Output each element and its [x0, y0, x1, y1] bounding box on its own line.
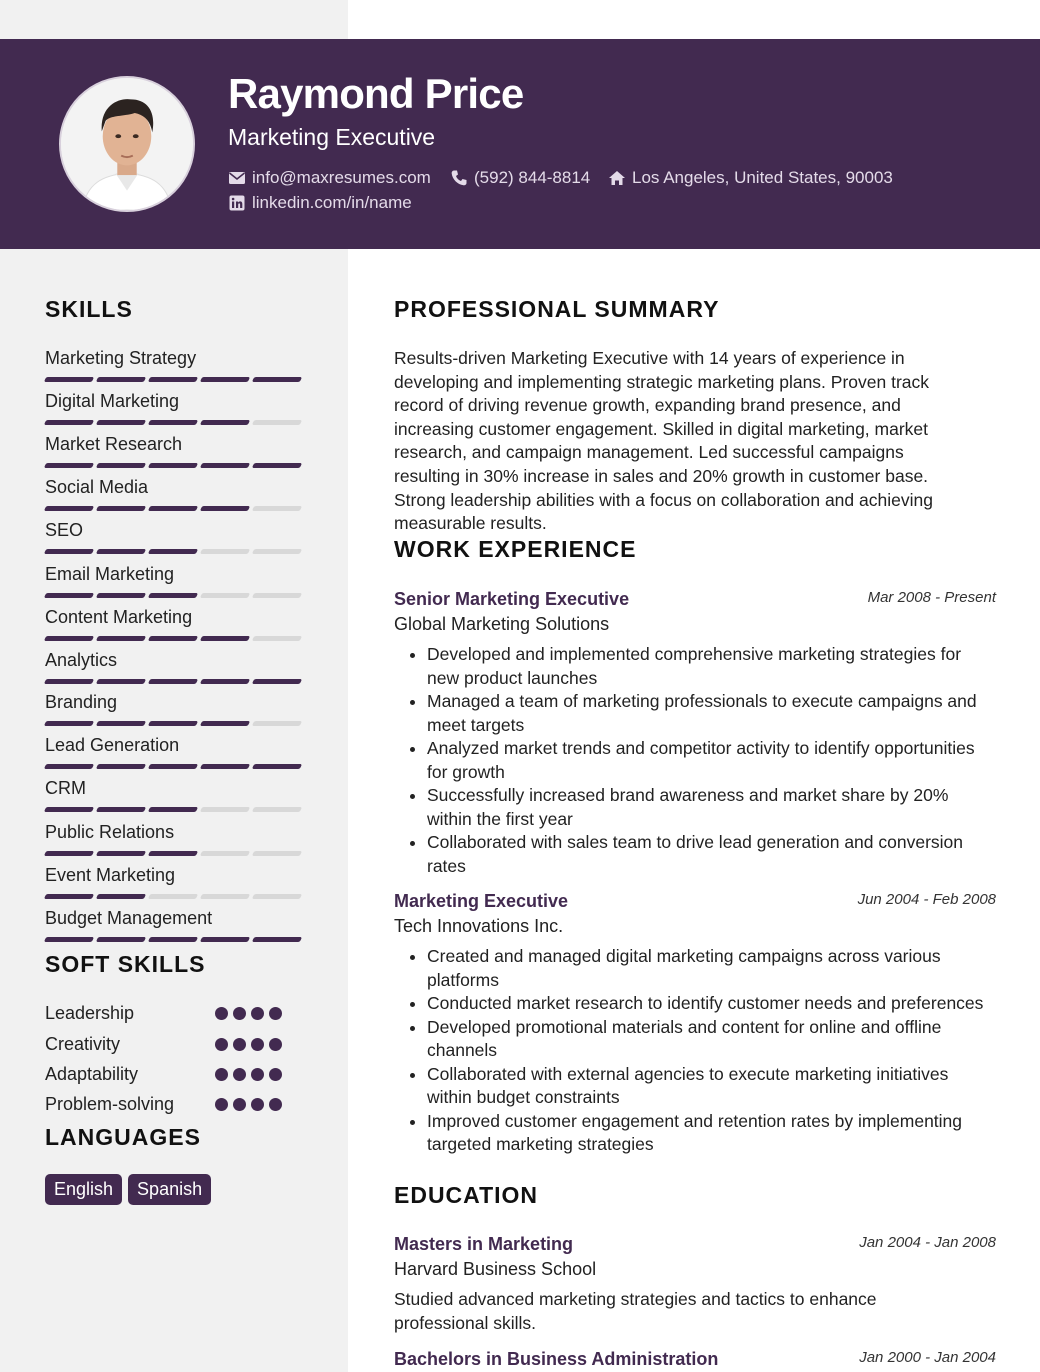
skill-level-bar [45, 463, 305, 468]
skill-level-bar [45, 377, 305, 382]
skill-item [45, 777, 305, 820]
skill-segment-empty [252, 636, 302, 641]
skill-segment-filled [200, 721, 250, 726]
rating-dot [251, 1098, 264, 1111]
skill-segment-filled [200, 463, 250, 468]
languages-heading: LANGUAGES [45, 1124, 201, 1150]
skill-segment-filled [252, 679, 302, 684]
skill-item [45, 433, 305, 476]
candidate-role: Marketing Executive [228, 124, 436, 150]
skill-segment-filled [44, 506, 94, 511]
skill-segment-filled [200, 420, 250, 425]
job-company: Tech Innovations Inc. [394, 916, 564, 936]
skill-segment-filled [148, 679, 198, 684]
soft-skill-name: Creativity [45, 1034, 121, 1054]
contact-phone[interactable] [450, 168, 590, 188]
skill-item [45, 649, 305, 692]
skill-item [45, 347, 305, 390]
education-date: Jan 2004 - Jan 2008 [859, 1234, 996, 1251]
summary-heading: PROFESSIONAL SUMMARY [394, 296, 720, 322]
skill-segment-empty [200, 894, 250, 899]
skill-segment-filled [96, 420, 146, 425]
language-tag: English [45, 1174, 122, 1205]
skill-segment-filled [44, 679, 94, 684]
soft-skill-dots [215, 1007, 287, 1020]
envelope-icon [228, 169, 246, 187]
school-name: Harvard Business School [394, 1259, 597, 1279]
skill-level-bar [45, 679, 305, 684]
skill-item [45, 864, 305, 907]
job-bullet: • Improved customer engagement and retention rates by implementing targeted marketing strategies [427, 1110, 996, 1157]
job-bullet: • Created and managed digital marketing campaigns across various platforms [427, 945, 996, 992]
skill-name: Email Marketing [45, 564, 175, 584]
linkedin-text: linkedin.com/in/name [252, 193, 412, 212]
skill-segment-empty [252, 851, 302, 856]
skill-level-bar [45, 506, 305, 511]
home-icon [608, 169, 626, 187]
skill-segment-filled [96, 764, 146, 769]
candidate-name: Raymond Price [228, 70, 524, 117]
skill-name: Market Research [45, 434, 183, 454]
rating-dot [269, 1038, 282, 1051]
phone-icon [450, 169, 468, 187]
skill-segment-filled [44, 377, 94, 382]
skill-name: Public Relations [45, 822, 175, 842]
skill-segment-empty [252, 506, 302, 511]
skill-segment-filled [148, 764, 198, 769]
summary-text: Results-driven Marketing Executive with 14 years of experience in developing and implementing strategic marketing plans. Proven track record of driving revenue growth, expanding brand presence, and increasing customer engagement. Skilled in digital marketing, market research, and campaign management. Led successful campaigns resulting in 30% increase in sales and 20% growth in customer base. Strong leadership abilities with a focus on collaboration and achieving measurable results. [394, 348, 933, 534]
skills-heading: SKILLS [45, 296, 133, 322]
experience-entry [394, 588, 996, 878]
skill-name: CRM [45, 778, 86, 798]
skill-item [45, 734, 305, 777]
skill-name: Social Media [45, 477, 149, 497]
contact-email[interactable] [228, 168, 431, 188]
skill-item [45, 563, 305, 606]
skill-segment-filled [252, 764, 302, 769]
skill-item [45, 390, 305, 433]
skill-segment-filled [148, 721, 198, 726]
job-bullets [394, 643, 996, 878]
skill-segment-empty [200, 593, 250, 598]
job-date: Jun 2004 - Feb 2008 [857, 891, 996, 908]
degree-title: Bachelors in Business Administration [394, 1349, 719, 1369]
rating-dot [233, 1068, 246, 1081]
education-entry [394, 1348, 996, 1370]
email-text: info@maxresumes.com [252, 168, 431, 187]
skill-segment-filled [200, 679, 250, 684]
education-heading: EDUCATION [394, 1182, 539, 1208]
skill-segment-filled [96, 721, 146, 726]
skill-segment-filled [200, 937, 250, 942]
skill-segment-empty [252, 807, 302, 812]
skill-segment-filled [96, 377, 146, 382]
skill-level-bar [45, 851, 305, 856]
job-title: Senior Marketing Executive [394, 589, 630, 609]
skill-item [45, 519, 305, 562]
skill-level-bar [45, 764, 305, 769]
rating-dot [215, 1007, 228, 1020]
job-bullets [394, 945, 996, 1157]
education-description: Studied advanced marketing strategies and tactics to enhance professional skills. [394, 1289, 877, 1333]
soft-skill-dots [215, 1068, 287, 1081]
skill-segment-filled [44, 937, 94, 942]
skill-segment-empty [252, 549, 302, 554]
skill-name: Lead Generation [45, 735, 180, 755]
skill-segment-empty [148, 894, 198, 899]
skill-level-bar [45, 721, 305, 726]
soft-skill-item [45, 1092, 285, 1116]
rating-dot [269, 1068, 282, 1081]
skill-segment-empty [252, 721, 302, 726]
education-date: Jan 2000 - Jan 2004 [859, 1349, 996, 1366]
soft-skill-item [45, 1032, 285, 1056]
contact-linkedin[interactable] [228, 193, 412, 213]
profile-photo [59, 76, 195, 212]
rating-dot [215, 1038, 228, 1051]
skill-segment-filled [44, 894, 94, 899]
education-entry [394, 1233, 996, 1335]
skill-segment-empty [200, 851, 250, 856]
job-bullet: • Managed a team of marketing professionals to execute campaigns and meet targets [427, 690, 996, 737]
skill-item [45, 821, 305, 864]
soft-skill-item [45, 1062, 285, 1086]
skill-segment-filled [96, 463, 146, 468]
skill-segment-filled [252, 937, 302, 942]
skill-segment-filled [148, 807, 198, 812]
job-bullet: • Collaborated with sales team to drive lead generation and conversion rates [427, 831, 996, 878]
experience-entry [394, 890, 996, 1157]
job-title: Marketing Executive [394, 891, 569, 911]
skill-segment-filled [44, 593, 94, 598]
job-company: Global Marketing Solutions [394, 614, 610, 634]
skill-segment-filled [148, 937, 198, 942]
language-tag: Spanish [128, 1174, 211, 1205]
rating-dot [269, 1007, 282, 1020]
skill-segment-filled [44, 851, 94, 856]
skill-item [45, 691, 305, 734]
skill-segment-filled [148, 377, 198, 382]
skill-segment-filled [200, 506, 250, 511]
skill-level-bar [45, 636, 305, 641]
rating-dot [233, 1038, 246, 1051]
skill-segment-filled [148, 420, 198, 425]
skill-segment-filled [200, 377, 250, 382]
skill-segment-filled [200, 764, 250, 769]
skill-segment-filled [44, 721, 94, 726]
skill-level-bar [45, 593, 305, 598]
skill-segment-filled [252, 463, 302, 468]
skill-item [45, 907, 305, 950]
skill-segment-empty [200, 549, 250, 554]
soft-skill-name: Adaptability [45, 1064, 139, 1084]
language-tags [45, 1174, 217, 1205]
job-bullet: • Collaborated with external agencies to execute marketing initiatives within budget constraints [427, 1063, 996, 1110]
skill-segment-filled [96, 937, 146, 942]
skill-segment-filled [96, 593, 146, 598]
skill-name: Budget Management [45, 908, 213, 928]
skill-segment-filled [96, 894, 146, 899]
skill-segment-filled [252, 377, 302, 382]
skill-segment-filled [96, 549, 146, 554]
skill-segment-filled [96, 807, 146, 812]
soft-skill-dots [215, 1098, 287, 1111]
phone-text: (592) 844-8814 [474, 168, 591, 187]
skill-level-bar [45, 894, 305, 899]
skill-segment-empty [252, 894, 302, 899]
skill-name: Event Marketing [45, 865, 176, 885]
skill-segment-filled [44, 636, 94, 641]
skill-level-bar [45, 420, 305, 425]
job-bullet: • Conducted market research to identify customer needs and preferences [427, 992, 996, 1016]
soft-skill-name: Leadership [45, 1003, 135, 1023]
skill-segment-filled [148, 506, 198, 511]
experience-heading: WORK EXPERIENCE [394, 536, 637, 562]
skill-segment-filled [44, 463, 94, 468]
skill-item [45, 476, 305, 519]
skill-name: Content Marketing [45, 607, 193, 627]
rating-dot [269, 1098, 282, 1111]
skill-segment-filled [96, 851, 146, 856]
soft-skills-heading: SOFT SKILLS [45, 951, 206, 977]
skill-segment-filled [44, 420, 94, 425]
skill-name: SEO [45, 520, 84, 540]
soft-skill-name: Problem-solving [45, 1094, 175, 1114]
skill-name: Digital Marketing [45, 391, 180, 411]
skill-segment-filled [148, 851, 198, 856]
rating-dot [215, 1098, 228, 1111]
skill-level-bar [45, 937, 305, 942]
skill-segment-empty [200, 807, 250, 812]
skill-segment-filled [44, 807, 94, 812]
skill-item [45, 606, 305, 649]
rating-dot [233, 1098, 246, 1111]
contact-location [608, 168, 893, 188]
job-bullet: • Developed and implemented comprehensive marketing strategies for new product launches [427, 643, 996, 690]
skill-segment-filled [96, 506, 146, 511]
skill-level-bar [45, 807, 305, 812]
job-bullet: • Analyzed market trends and competitor activity to identify opportunities for growth [427, 737, 996, 784]
skill-segment-filled [44, 764, 94, 769]
rating-dot [251, 1007, 264, 1020]
degree-title: Masters in Marketing [394, 1234, 574, 1254]
skill-segment-empty [252, 420, 302, 425]
skill-segment-filled [44, 549, 94, 554]
location-text: Los Angeles, United States, 90003 [632, 168, 893, 187]
skill-segment-filled [200, 636, 250, 641]
job-bullet: • Successfully increased brand awareness and market share by 20% within the first year [427, 784, 996, 831]
skill-segment-filled [148, 636, 198, 641]
skill-level-bar [45, 549, 305, 554]
soft-skill-item [45, 1001, 285, 1025]
skill-segment-filled [148, 593, 198, 598]
skill-segment-filled [148, 549, 198, 554]
skill-name: Analytics [45, 650, 118, 670]
skill-segment-filled [96, 679, 146, 684]
rating-dot [233, 1007, 246, 1020]
rating-dot [215, 1068, 228, 1081]
skill-name: Branding [45, 692, 118, 712]
skill-segment-filled [96, 636, 146, 641]
person-portrait-icon [61, 78, 193, 210]
rating-dot [251, 1038, 264, 1051]
soft-skill-dots [215, 1038, 287, 1051]
skill-name: Marketing Strategy [45, 348, 197, 368]
skill-segment-filled [148, 463, 198, 468]
job-bullet: • Developed promotional materials and content for online and offline channels [427, 1016, 996, 1063]
linkedin-icon [228, 194, 246, 212]
skill-segment-empty [252, 593, 302, 598]
rating-dot [251, 1068, 264, 1081]
job-date: Mar 2008 - Present [867, 589, 996, 606]
